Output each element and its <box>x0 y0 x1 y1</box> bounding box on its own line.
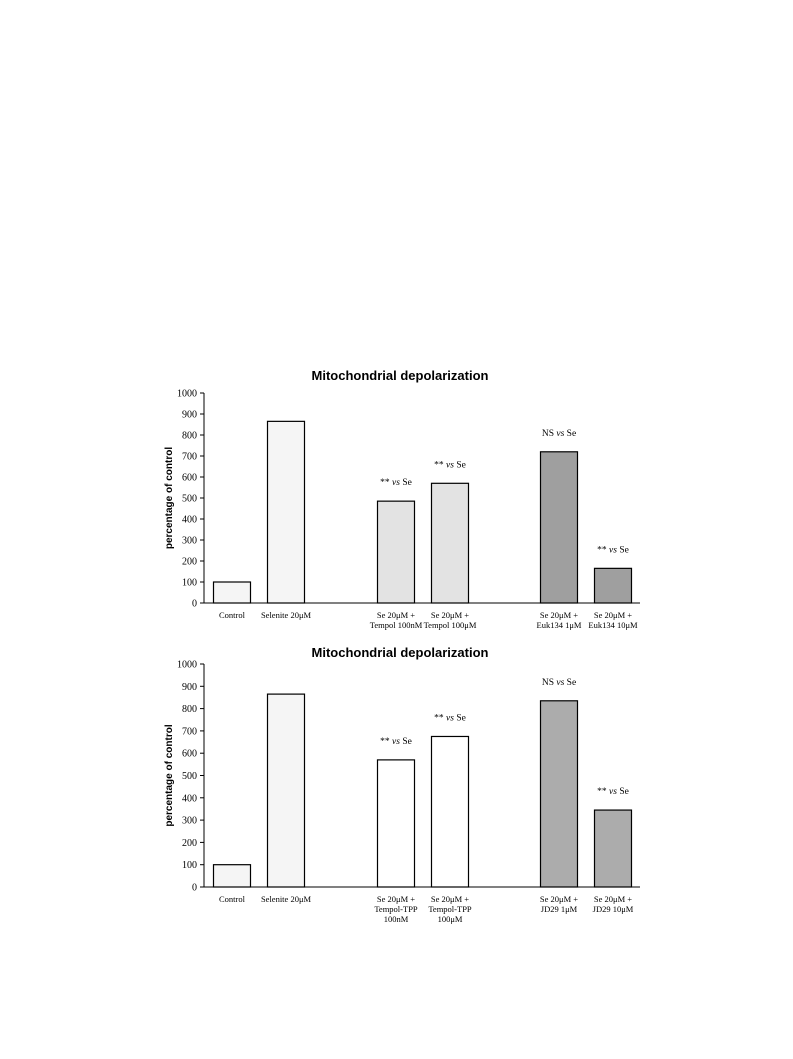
chart-1-category-line: Se 20μM + <box>593 894 633 904</box>
chart-0-category-line: Tempol 100μM <box>423 620 477 630</box>
chart-0-significance-annotation <box>542 429 576 439</box>
chart-0-annotation-vs: vs <box>446 460 454 471</box>
chart-1-annotation-vs: vs <box>556 677 565 688</box>
chart-1-y-tick-label: 900 <box>182 681 197 693</box>
chart-0-annotation-prefix: ** <box>380 478 393 489</box>
chart-0-category-line: Se 20μM + <box>376 610 416 620</box>
chart-1-category-line: 100nM <box>383 914 409 924</box>
chart-0-annotation-vs: vs <box>609 545 617 556</box>
chart-1-y-tick-label: 500 <box>182 771 197 782</box>
chart-1-bar-0 <box>214 865 251 887</box>
chart-0-y-tick-label: 900 <box>182 409 197 421</box>
chart-0-annotation-suffix: Se <box>453 460 466 471</box>
chart-1-bar-2 <box>378 760 415 887</box>
chart-0-significance-annotation <box>597 545 629 555</box>
chart-bottom <box>164 645 640 924</box>
chart-0-category-label-1 <box>261 610 312 620</box>
chart-1-y-tick-label: 800 <box>182 704 197 716</box>
chart-1-category-line: Tempol-TPP <box>428 904 472 914</box>
chart-0-category-line: Se 20μM + <box>593 610 633 620</box>
chart-0-y-tick-label: 100 <box>182 577 197 589</box>
chart-0-category-line: Euk134 10μM <box>588 620 638 630</box>
chart-0-bar-3 <box>432 483 469 603</box>
chart-0-bar-1 <box>268 421 305 603</box>
chart-0-y-tick-label: 200 <box>182 556 197 568</box>
chart-0-annotation-vs: vs <box>556 428 565 439</box>
chart-1-y-tick-label: 0 <box>192 882 197 894</box>
chart-1-annotation-prefix: ** <box>434 713 447 724</box>
chart-0-significance-annotation <box>434 460 466 470</box>
chart-1-annotation-suffix: Se <box>564 677 577 688</box>
chart-1-category-line: 100μM <box>437 914 463 924</box>
chart-0-annotation-suffix: Se <box>564 428 577 439</box>
chart-0-y-tick-label: 500 <box>182 493 197 505</box>
chart-1-annotation-prefix: ** <box>597 787 610 798</box>
chart-0-title: Mitochondrial depolarization <box>311 368 489 383</box>
chart-top <box>164 368 640 630</box>
chart-1-category-line: Control <box>219 894 245 904</box>
chart-1-y-tick-label: 400 <box>182 793 197 805</box>
chart-1-bar-4 <box>541 701 578 887</box>
chart-0-category-line: Tempol 100nM <box>369 620 423 630</box>
chart-1-category-label-1 <box>261 894 312 904</box>
chart-0-y-tick-label: 600 <box>182 472 197 484</box>
chart-1-category-line: Se 20μM + <box>376 894 416 904</box>
chart-1-category-label-2 <box>374 894 418 924</box>
chart-0-category-line: Se 20μM + <box>430 610 470 620</box>
chart-0-significance-annotation <box>380 478 412 488</box>
chart-1-annotation-prefix: NS <box>541 677 557 688</box>
chart-0-y-axis-label: percentage of control <box>164 446 175 550</box>
chart-0-category-label-4 <box>537 610 582 630</box>
chart-1-category-line: JD29 10μM <box>592 904 634 914</box>
chart-0-category-line: Selenite 20μM <box>260 610 312 620</box>
chart-1-category-label-5 <box>593 894 634 914</box>
chart-0-bar-5 <box>595 568 632 603</box>
chart-0-annotation-prefix: ** <box>597 545 610 556</box>
chart-1-category-line: JD29 1μM <box>540 904 578 914</box>
chart-0-y-tick-label: 0 <box>192 598 197 610</box>
chart-0-category-line: Control <box>219 610 245 620</box>
chart-0-annotation-prefix: NS <box>541 428 557 439</box>
chart-1-annotation-prefix: ** <box>380 736 393 747</box>
chart-1-significance-annotation <box>597 787 629 797</box>
chart-0-y-tick-label: 300 <box>182 535 197 547</box>
chart-1-category-line: Se 20μM + <box>430 894 470 904</box>
chart-1-significance-annotation <box>434 713 466 723</box>
chart-1-category-line: Selenite 20μM <box>260 894 312 904</box>
chart-0-category-label-5 <box>588 610 638 630</box>
chart-1-y-tick-label: 100 <box>182 860 197 872</box>
chart-0-y-tick-label: 400 <box>182 514 197 526</box>
chart-1-y-tick-label: 1000 <box>177 659 197 671</box>
chart-1-annotation-suffix: Se <box>616 787 629 798</box>
chart-1-title: Mitochondrial depolarization <box>311 645 489 660</box>
chart-1-category-label-3 <box>428 894 472 924</box>
chart-1-y-tick-label: 200 <box>182 837 197 849</box>
chart-1-bar-1 <box>268 694 305 887</box>
chart-1-y-axis-label: percentage of control <box>164 724 175 827</box>
chart-0-annotation-suffix: Se <box>399 478 412 489</box>
chart-1-category-line: Se 20μM + <box>539 894 579 904</box>
chart-1-significance-annotation <box>542 678 576 688</box>
chart-1-annotation-suffix: Se <box>453 713 466 724</box>
chart-0-category-line: Se 20μM + <box>539 610 579 620</box>
chart-1-category-line: Tempol-TPP <box>374 904 418 914</box>
chart-0-annotation-prefix: ** <box>434 460 447 471</box>
chart-0-category-label-2 <box>370 610 423 630</box>
chart-0-annotation-suffix: Se <box>616 545 629 556</box>
chart-1-bar-5 <box>595 810 632 887</box>
chart-0-category-label-3 <box>424 610 477 630</box>
chart-1-y-tick-label: 600 <box>182 748 197 760</box>
chart-0-bar-2 <box>378 501 415 603</box>
chart-1-annotation-vs: vs <box>609 787 617 798</box>
chart-1-category-label-4 <box>540 894 578 914</box>
chart-1-bar-3 <box>432 736 469 887</box>
chart-1-significance-annotation <box>380 737 412 747</box>
chart-0-category-line: Euk134 1μM <box>536 620 582 630</box>
chart-1-annotation-vs: vs <box>446 713 454 724</box>
chart-1-annotation-suffix: Se <box>399 736 412 747</box>
chart-0-y-tick-label: 1000 <box>177 388 197 400</box>
chart-0-y-tick-label: 800 <box>182 430 197 442</box>
chart-0-category-label-0 <box>219 610 246 620</box>
chart-1-category-label-0 <box>219 894 246 904</box>
chart-0-annotation-vs: vs <box>392 478 400 489</box>
chart-1-y-tick-label: 300 <box>182 815 197 827</box>
chart-1-annotation-vs: vs <box>392 736 400 747</box>
chart-1-y-tick-label: 700 <box>182 726 197 738</box>
chart-0-y-tick-label: 700 <box>182 451 197 463</box>
chart-0-bar-0 <box>214 582 251 603</box>
chart-0-bar-4 <box>541 452 578 603</box>
